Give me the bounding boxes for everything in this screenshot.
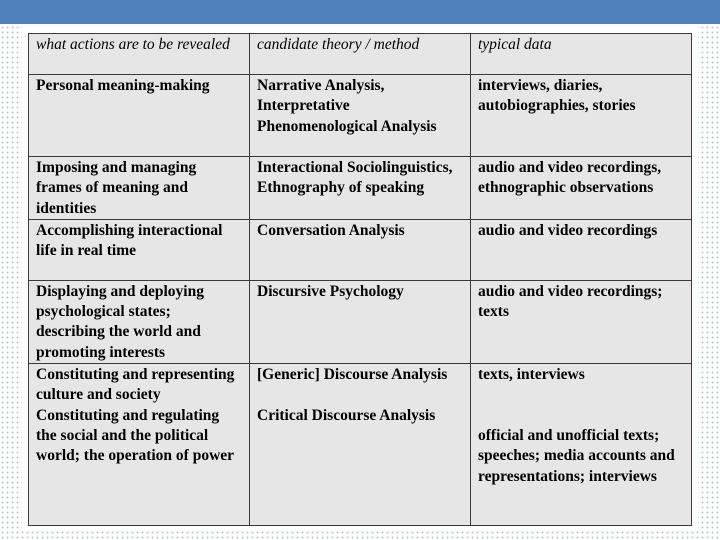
table-cell: Discursive Psychology	[250, 280, 471, 363]
methods-table	[28, 33, 692, 526]
table-row	[29, 219, 692, 280]
cell-text: Constituting and regulating the social and the political world; the operation of power	[36, 406, 235, 465]
spacer	[478, 406, 685, 426]
cell-text: Critical Discourse Analysis	[257, 406, 436, 424]
table-row	[29, 280, 692, 363]
header-cell: what actions are to be revealed	[29, 34, 250, 75]
table-cell	[471, 364, 692, 526]
spacer	[478, 385, 685, 405]
cell-text: official and unofficial texts; speeches; media accounts and representations; interviews	[478, 426, 675, 485]
cell-text: texts, interviews	[478, 366, 585, 384]
table-cell: Imposing and managing frames of meaning and identities	[29, 157, 250, 220]
table-header-row	[29, 34, 692, 75]
table-cell: Conversation Analysis	[250, 219, 471, 280]
header-cell: candidate theory / method	[250, 34, 471, 75]
table-row	[29, 157, 692, 220]
table-cell: audio and video recordings, ethnographic observations	[471, 157, 692, 220]
table-cell: audio and video recordings	[471, 219, 692, 280]
table-cell: Displaying and deploying psychological states; describing the world and promoting interests	[29, 280, 250, 363]
cell-text: [Generic] Discourse Analysis	[257, 366, 448, 384]
header-cell: typical data	[471, 34, 692, 75]
table-cell: audio and video recordings; texts	[471, 280, 692, 363]
table-row	[29, 75, 692, 157]
table-cell: Narrative Analysis, Interpretative Phenomenological Analysis	[250, 75, 471, 157]
title-bar	[0, 0, 720, 24]
table-cell: Interactional Sociolinguistics, Ethnography of speaking	[250, 157, 471, 220]
table-cell	[29, 364, 250, 526]
table-cell	[250, 364, 471, 526]
table-cell: interviews, diaries, autobiographies, stories	[471, 75, 692, 157]
spacer	[257, 385, 464, 405]
table-cell: Personal meaning-making	[29, 75, 250, 157]
cell-text: Constituting and representing culture and society	[36, 366, 235, 404]
table-row	[29, 364, 692, 526]
table-cell: Accomplishing interactional life in real time	[29, 219, 250, 280]
